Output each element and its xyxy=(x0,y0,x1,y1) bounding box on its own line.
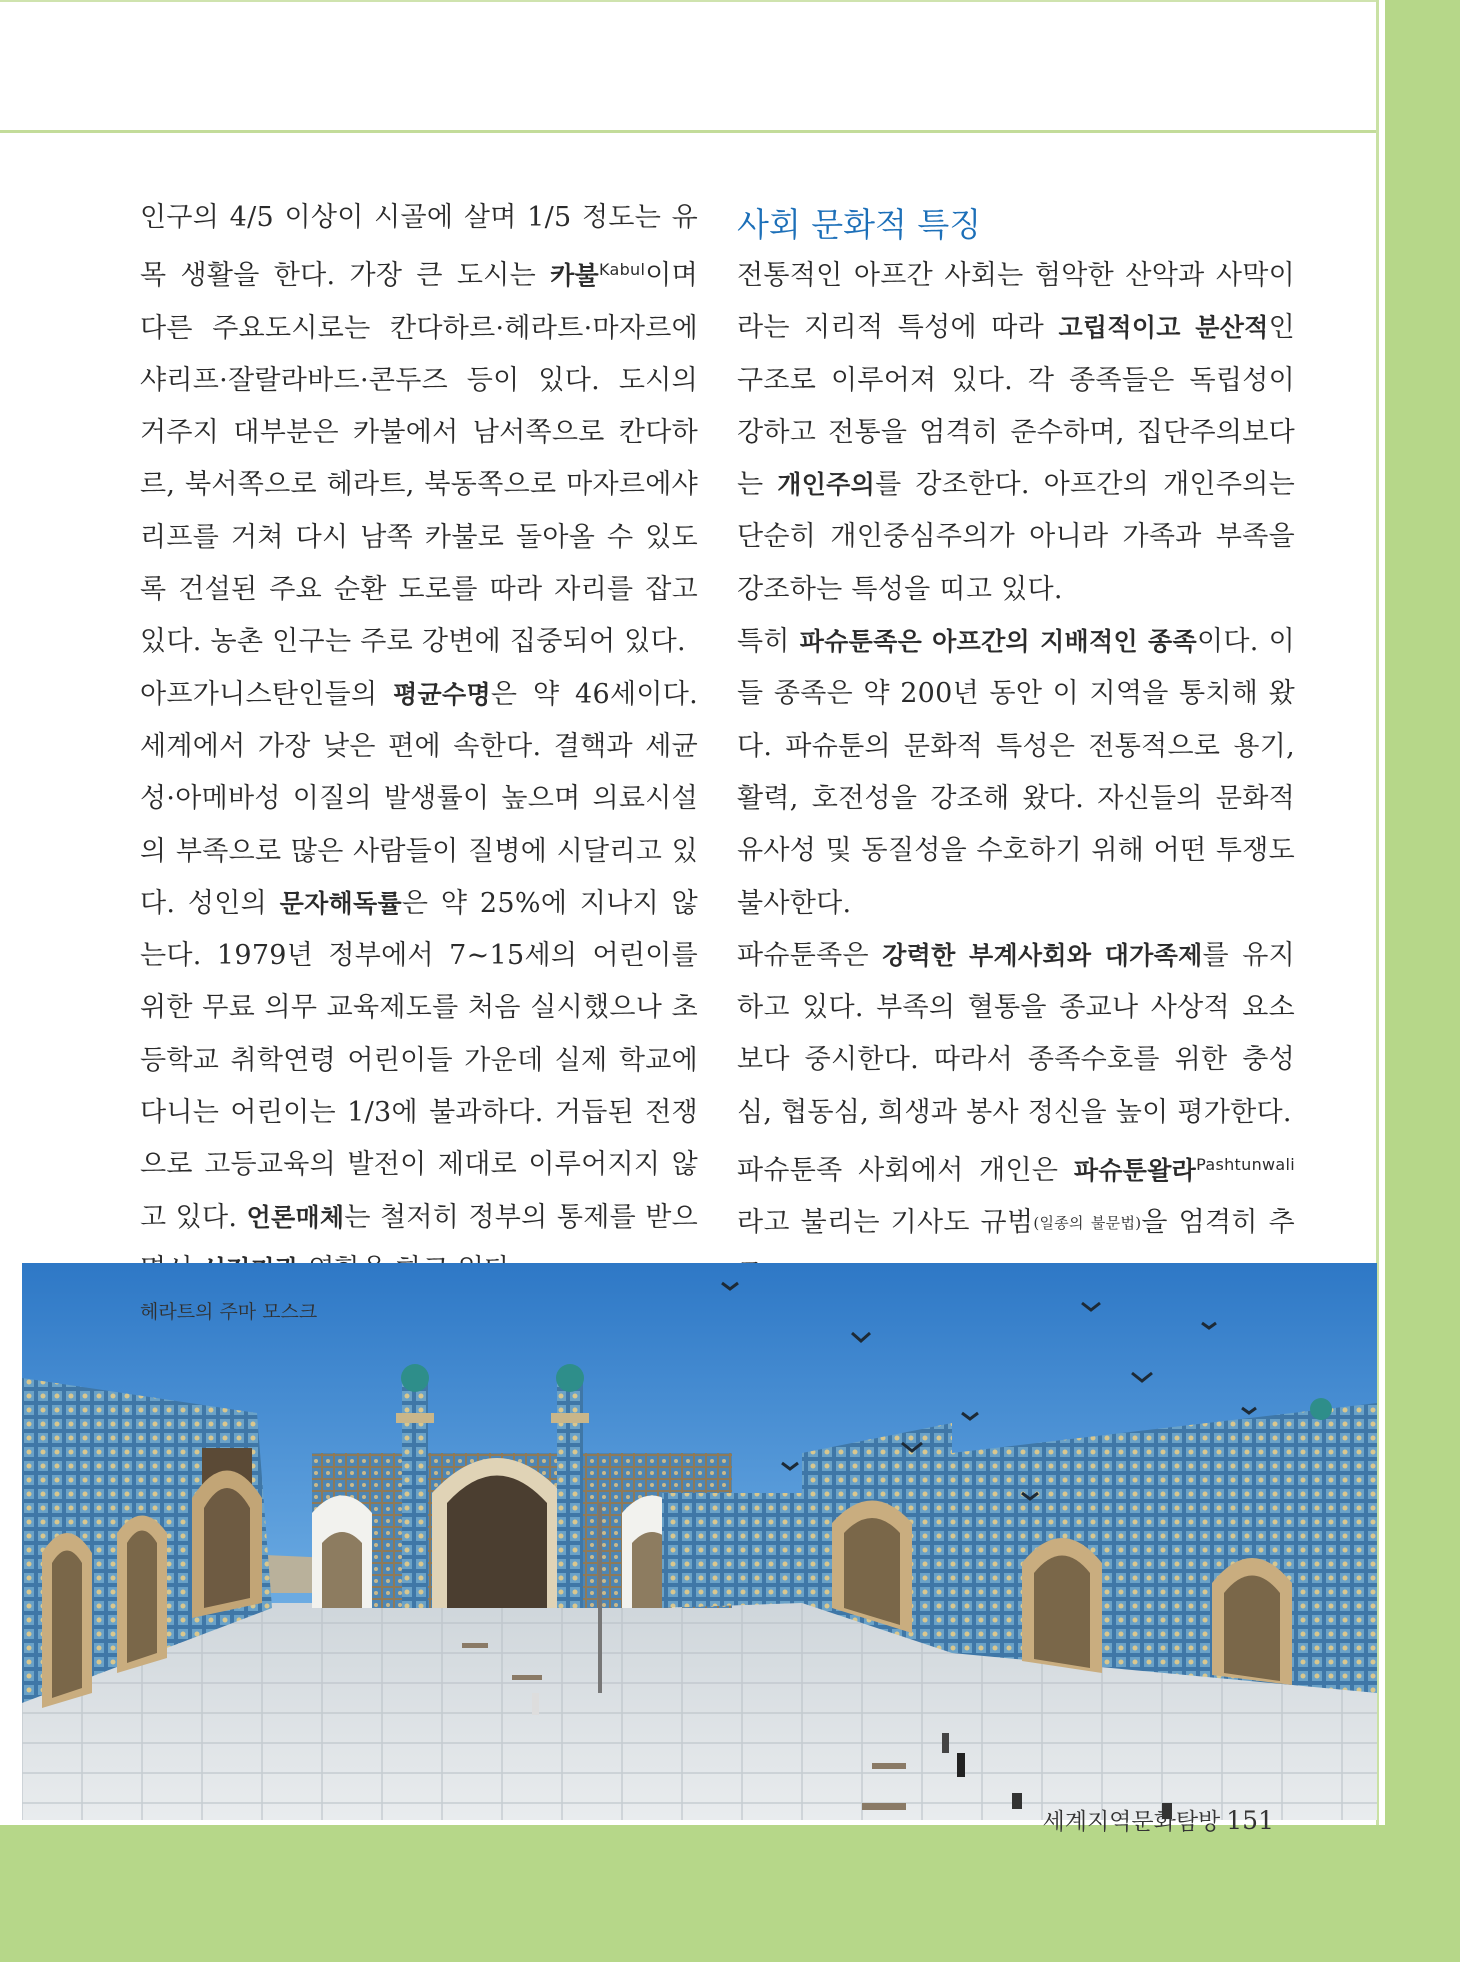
page-number: 151 xyxy=(1226,1806,1274,1835)
left-paragraph-1: 인구의 4/5 이상이 시골에 살며 1/5 정도는 유목 생활을 한다. 가장 큰 도시는 카불$^{Kabul}$이며 다른 주요도시로는 칸다하르·헤라트·마자르에샤리프·잘랄라바드·콘두즈 등이 있다. 도시의 거주지 대부분은 카불에서 남서쪽으로 칸다하르, 북서쪽으로 헤라트, 북동쪽으로 마자르에샤리프를 거쳐 다시 남쪽 카불로 돌아올 수 있도록 건설된 주요 순환 도로를 따라 자리를 잡고 있다. 농촌 인구는 주로 강변에 집중되어 있다. xyxy=(140,202,698,658)
right-paragraph-3: 파슈툰족은 강력한 부계사회와 대가족제를 유지하고 있다. 부족의 혈통을 종교나 사상적 요소보다 중시한다. 따라서 종족수호를 위한 충성심, 협동심, 희생과 봉사 정신을 높이 평가한다. xyxy=(737,939,1295,1128)
keyword-isolated: 고립적이고 분산적 xyxy=(1058,313,1269,343)
right-green-band xyxy=(1385,0,1460,1962)
keyword-media: 언론매체 xyxy=(246,1202,345,1232)
mosque-photo xyxy=(22,1263,1377,1820)
keyword-patriarchal: 강력한 부계사회와 대가족제 xyxy=(882,940,1203,970)
section-title: 사회 문화적 특징 xyxy=(737,205,982,244)
keyword-life-expectancy: 평균수명 xyxy=(393,679,491,709)
book-title: 세계지역문화탐방 xyxy=(1042,1809,1221,1835)
superscript-kabul: Kabul xyxy=(598,260,646,280)
superscript-pashtunwali: Pashtunwali xyxy=(1196,1155,1295,1175)
keyword-literacy: 문자해독률 xyxy=(279,888,402,918)
keyword-pashtunwali: 파슈툰왈라 xyxy=(1073,1156,1197,1186)
page-footer xyxy=(1043,1803,1274,1836)
left-paragraph-2: 아프가니스탄인들의 평균수명은 약 46세이다. 세계에서 가장 낮은 편에 속한다. 결핵과 세균성·아메바성 이질의 발생률이 높으며 의료시설의 부족으로 많은 사람들이 질병에 시달리고 있다. 성인의 문자해독률은 약 25%에 지나지 않는다. 1979년 정부에서 7~15세의 어린이를 위한 무료 의무 교육제도를 처음 실시했으나 초등학교 취학연령 어린이들 가운데 실제 학교에 다니는 어린이는 1/3에 불과하다. 거듭된 전쟁으로 고등교육의 발전이 제대로 이루어지지 않고 있다. 언론매체는 철저히 정부의 통제를 받으 xyxy=(140,669,698,1297)
keyword-kabul: 카불 xyxy=(550,261,599,291)
photo-caption: 헤라트의 주마 모스크 xyxy=(140,1301,318,1323)
top-border xyxy=(0,0,1379,2)
note-unwritten-law: (일종의 불문법) xyxy=(1033,1214,1142,1233)
right-paragraph-1: 전통적인 아프간 사회는 험악한 산악과 사막이라는 지리적 특성에 따라 고립적이고 분산적인 구조로 이루어져 있다. 각 종족들은 독립성이 강하고 전통을 엄격히 준수하며, 집단주의보다는 개인주의를 강조한다. 아프간의 개인주의는 단순히 개인중심주의가 아니라 가족과 부족을 강조하는 특성을 띠고 있다. xyxy=(737,260,1295,605)
keyword-individualism: 개인주의 xyxy=(777,470,876,500)
right-paragraph-2: 특히 파슈툰족은 아프간의 지배적인 종족이다. 이들 종족은 약 200년 동안 이 지역을 통치해 왔다. 파슈툰의 문화적 특성은 전통적으로 용기, 활력, 호전성을 강조해 왔다. 자신들의 문화적 유사성 및 동질성을 수호하기 위해 어떤 투쟁도 불사한다. xyxy=(737,626,1295,919)
right-paragraph-4: 파슈툰족 사회에서 개인은 파슈툰왈라$^{Pashtunwali}$라고 불리는 기사도 규범(일종의 불문법)을 엄격히 추 xyxy=(737,1155,1295,1239)
bottom-green-band xyxy=(0,1825,1460,1962)
keyword-pashtun-dominant: 파슈툰족은 아프간의 지배적인 종족 xyxy=(799,627,1197,657)
header-rule xyxy=(0,130,1379,133)
left-column xyxy=(140,192,698,1296)
right-column xyxy=(737,200,1295,1302)
